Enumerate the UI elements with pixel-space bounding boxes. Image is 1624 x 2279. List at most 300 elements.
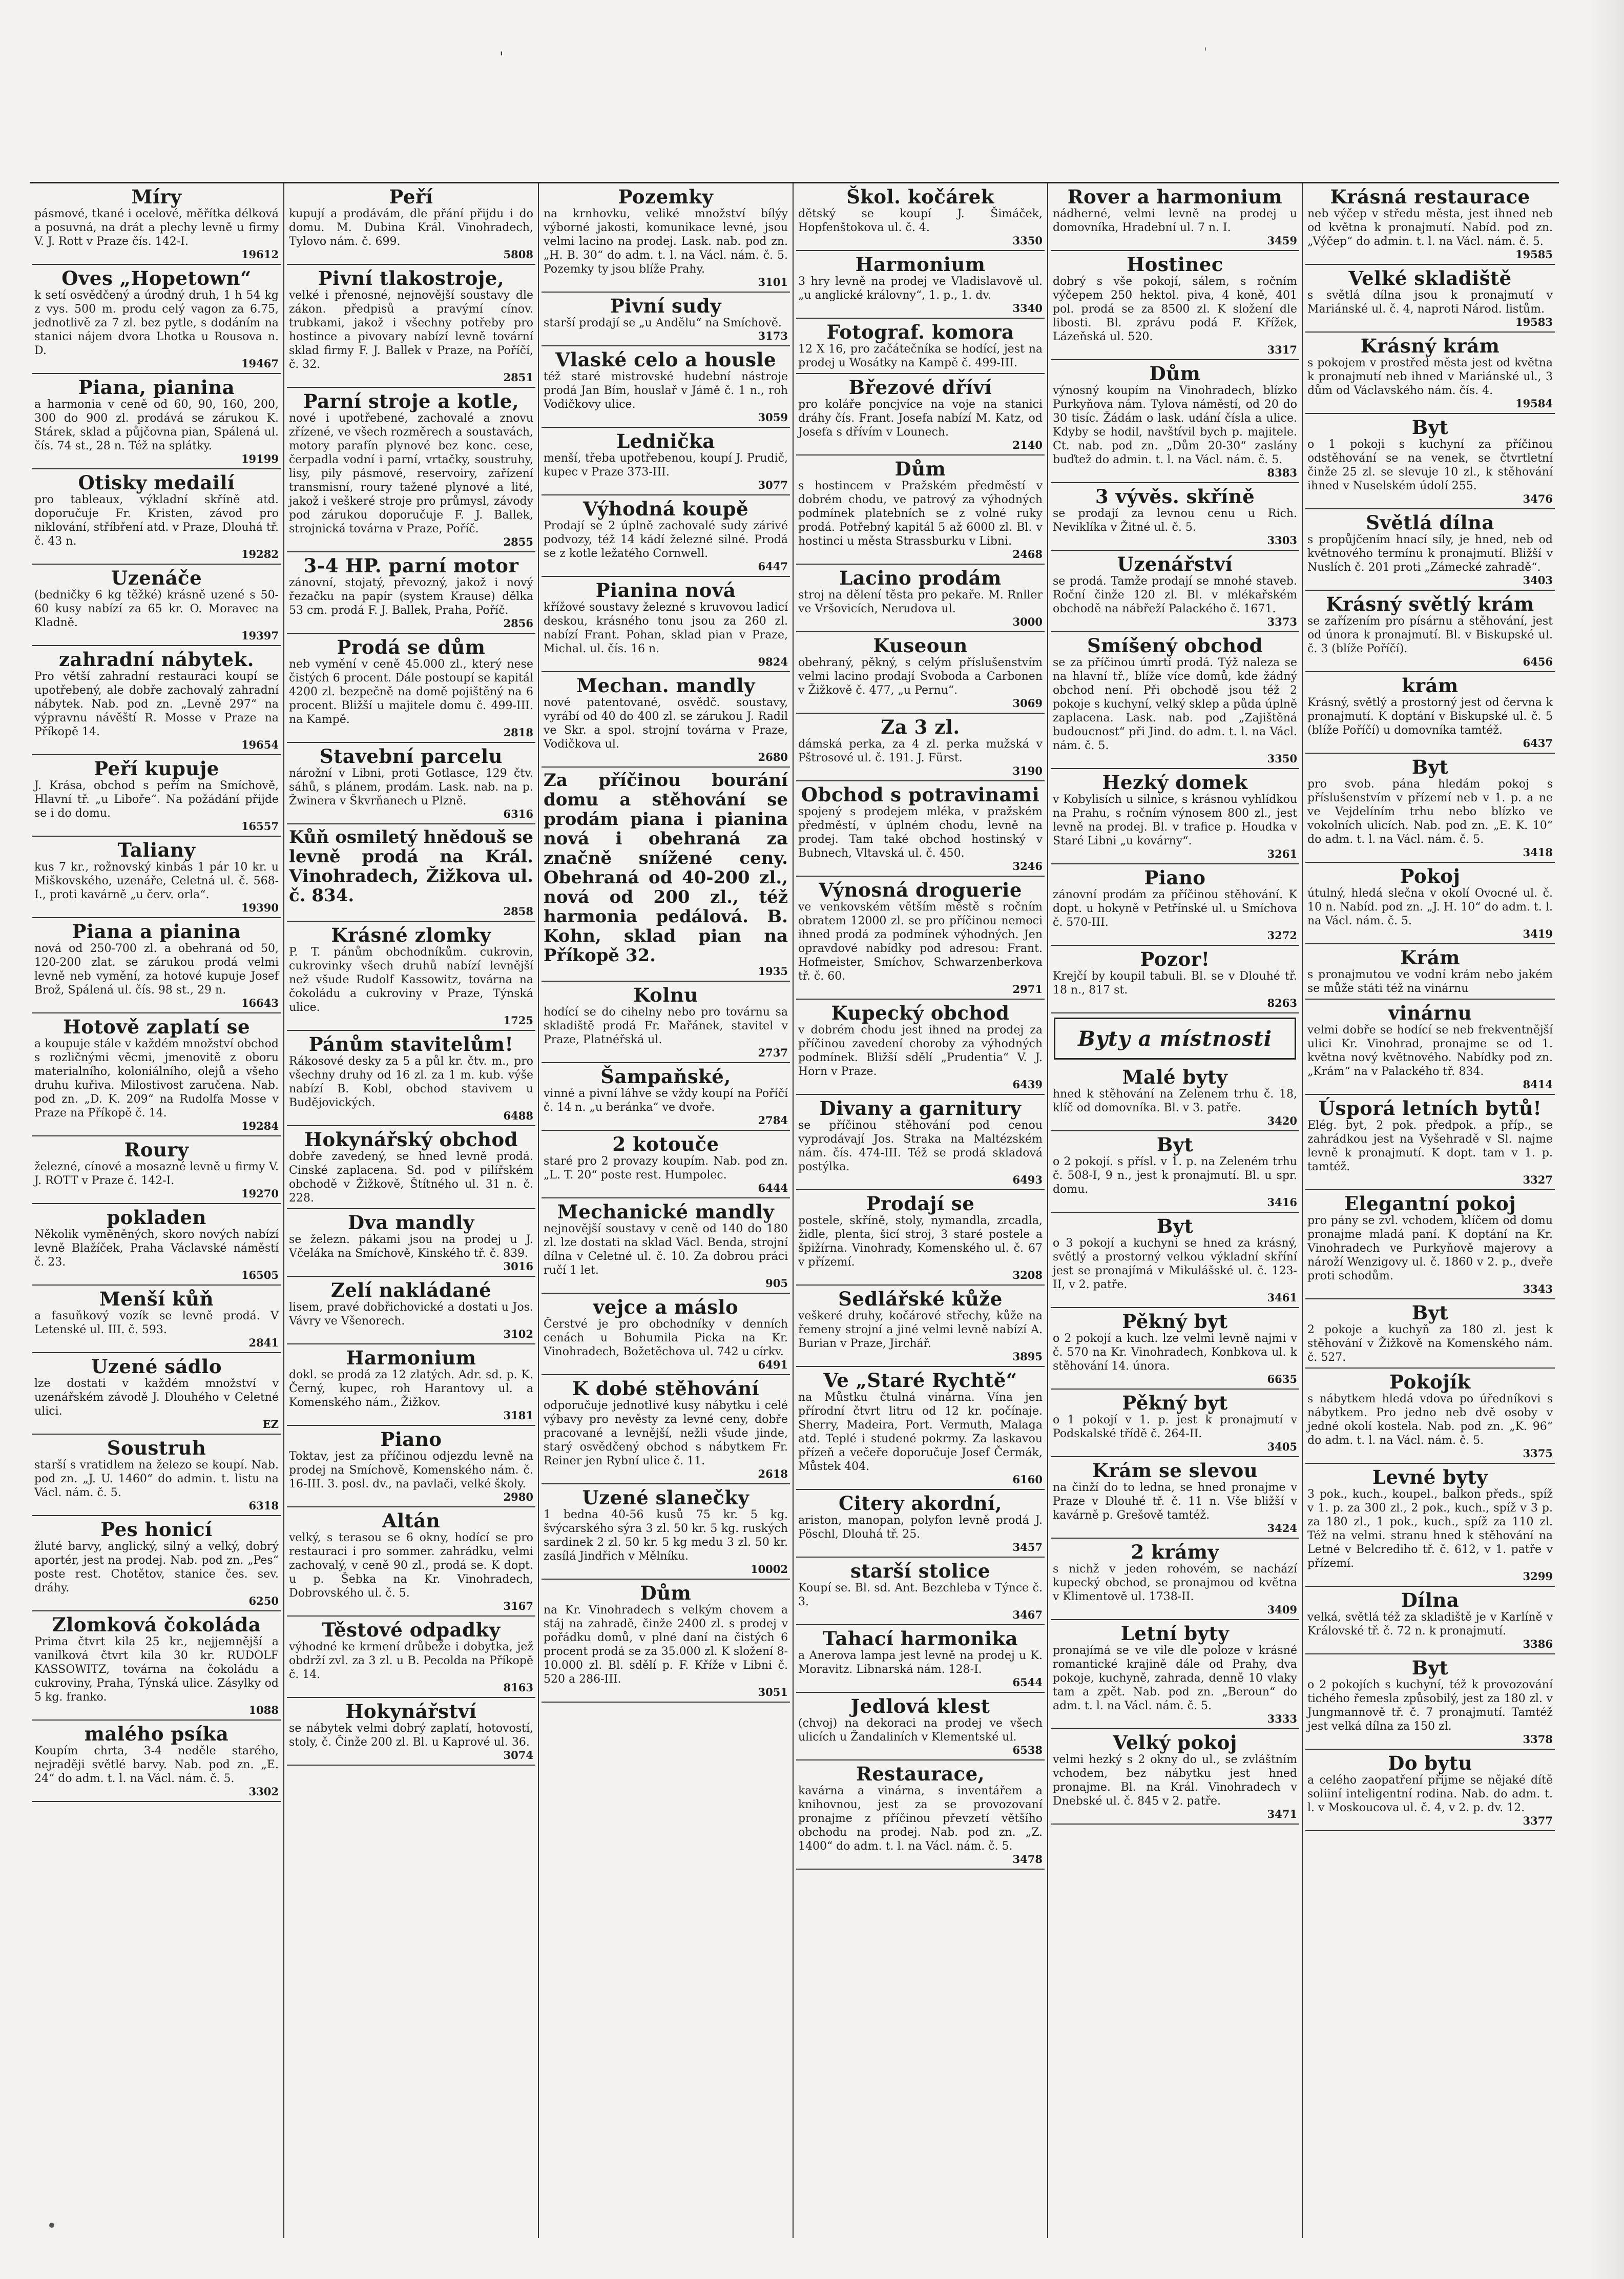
ad-number: 8163 (503, 1681, 533, 1694)
classified-ad (796, 781, 1045, 877)
ad-heading: Za 3 zl. (881, 716, 960, 738)
ad-number: 3467 (1012, 1608, 1043, 1621)
classified-ad (287, 743, 535, 824)
ad-heading: Zelí nakládané (330, 1279, 492, 1301)
ad-heading: Šampaňské, (600, 1065, 731, 1088)
ad-body: neb výčep v středu města, jest ihned neb od května k pronajmutí. Nabíd. pod zn. „Výčep“ do admin. t. l. na Václ. nám. č. 5. (1307, 208, 1553, 248)
ad-heading: Kupecký obchod (831, 1002, 1010, 1024)
classified-ad (32, 183, 281, 265)
ad-heading: Březové dříví (848, 376, 992, 399)
classified-ad (287, 1031, 535, 1126)
classified-ad (287, 1698, 535, 1766)
ad-number: 3350 (1012, 234, 1043, 247)
ad-heading: Peří (389, 185, 433, 208)
ad-number: 2140 (1012, 439, 1043, 451)
ad-number: 3471 (1267, 1808, 1297, 1820)
ad-number: 3246 (1012, 860, 1043, 873)
classified-ad (1305, 754, 1555, 863)
classified-ad (32, 1286, 281, 1353)
ad-heading: Prodají se (866, 1192, 975, 1215)
ad-number: 8383 (1267, 466, 1297, 479)
ad-body: velký, s terasou se 6 okny, hodící se pro restauraci i pro sommer. zahrádku, velmi zachovalý, v ceně 90 zl., prodá se. K dopt. u p. Šebka na Kr. Vinohradech, Dobrovského ul. č. 5. (289, 1531, 533, 1600)
classified-ad (796, 1367, 1045, 1490)
ad-heading: Byt (1156, 1133, 1194, 1156)
ad-number: 6444 (758, 1182, 788, 1194)
classified-ad (796, 1190, 1045, 1286)
classified-ad (542, 183, 790, 293)
ad-body: 3 hry levně na prodej ve Vladislavově ul. „u anglické královny“, 1. p., 1. dv. (798, 275, 1043, 302)
ad-body: žluté barvy, anglický, silný a velký, dobrý aportér, jest na prodej. Nab. pod zn. „Pes“ poste rest. Chotětov, stanice čes. sev. dráhy. (34, 1540, 279, 1594)
ad-number: 905 (765, 1277, 788, 1290)
classified-ad (796, 1625, 1045, 1693)
classified-ad (287, 1209, 535, 1277)
ad-body: (bedničky 6 kg těžké) krásně uzené s 50-60 kusy nabízí za 65 kr. O. Moravec na Kladně. (34, 589, 279, 629)
ad-heading: Míry (131, 185, 182, 208)
ad-heading: 2 krámy (1131, 1541, 1219, 1563)
ad-heading: Výnosná droguerie (819, 879, 1022, 901)
ad-number: 3303 (1267, 534, 1297, 547)
ad-body: o 2 pokojích s kuchyní, též k provozování tichého řemesla způsobilý, jest za 180 zl. v Jungmannově tř. č. 7 pronajmutí. Tamtéž jest velká dílna za 150 zl. (1307, 1679, 1553, 1733)
ad-number: 3461 (1267, 1291, 1297, 1304)
ad-heading: Divany a garnitury (819, 1097, 1022, 1120)
paper-edge-shadow (1588, 0, 1624, 2279)
ad-body: nárožní v Libni, proti Gotlasce, 129 čtv. sáhů, s plánem, prodám. Lask. nab. na p. Žwinera v Škvrňanech u Plzně. (289, 767, 533, 807)
classified-ad (32, 469, 281, 565)
ad-number: 6493 (1012, 1173, 1043, 1186)
ad-heading: Pokojík (1389, 1371, 1471, 1393)
ad-number: 8263 (1267, 997, 1297, 1009)
classified-ad (796, 1693, 1045, 1760)
ad-number: 16557 (241, 820, 279, 833)
classified-ad (1305, 1000, 1555, 1095)
ad-heading: Mechanické mandly (557, 1200, 775, 1223)
ad-body: 3 pok., kuch., koupel., balkon předs., spíž v 1. p. za 300 zl., 2 pok., kuch., spíž v 3 p. za 180 zl., 1 pok., kuch., spíž za 110 zl. Též na velmi. stranu hned k stěhování na Letné v Belcrediho tř. č. 612, v 1. patře v přízemí. (1307, 1488, 1553, 1570)
classified-ad (542, 1063, 790, 1131)
ad-heading: Ve „Staré Rychtě“ (823, 1369, 1017, 1392)
ad-body: s pronajmutou ve vodní krám nebo jakém se může státi též na vinárnu (1307, 968, 1553, 995)
ad-number: 19397 (241, 629, 279, 642)
classified-ad (1051, 946, 1299, 1013)
classified-ad (1051, 1620, 1299, 1729)
ad-body: a Anerova lampa jest levně na prodej u K. Moravitz. Libnarská nám. 128-I. (798, 1649, 1043, 1676)
ad-body: o 1 pokojí v 1. p. jest k pronajmutí v Podskalské třídě č. 264-II. (1053, 1414, 1297, 1440)
ad-number: 16643 (241, 997, 279, 1009)
ad-number: 3074 (503, 1749, 533, 1762)
ad-body: na krnhovku, veliké množství bílýy výborné jakosti, komunikace levné, jsou velmi lacino na prodej. Lask. nab. pod zn. „H. B. 30“ do adm. t. l. na Václ. nám. č. 5. Pozemky ty jsou blíže Prahy. (544, 208, 788, 276)
ad-body: v dobrém chodu jest ihned na prodej za příčinou zavedení choroby za výhodných podmínek. Bližší sdělí „Prudentia“ V. J. Horn v Praze. (798, 1024, 1043, 1078)
ad-number: 6318 (248, 1499, 279, 1512)
ad-body: Krásný, světlý a prostorný jest od června k pronajmutí. K doptání v Biskupské ul. č. 5 (blíže Poříčí) u domovníka tamtéž. (1307, 696, 1553, 737)
ad-body: Čerstvé je pro obchodníky v denních cenách u Bohumila Picka na Kr. Vinohradech, Božetěchova ul. 742 u církv. (544, 1318, 788, 1358)
ad-heading: malého psíka (84, 1723, 229, 1745)
ad-body: na Můstku čtulná vinárna. Vína jen přírodní čtvrt litru od 12 kr. počínaje. Sherry, Madeira, Port. Vermuth, Malaga atd. Teplé i studené pokrmy. Za laskavou přízeň a večeře doporučuje Josef Čermák, Můstek 404. (798, 1391, 1043, 1473)
ad-number: 3419 (1523, 927, 1553, 940)
classified-ad (32, 918, 281, 1013)
ad-number: 2818 (503, 726, 533, 739)
page-mark-secondary: ' (1204, 46, 1207, 59)
ad-number: 6488 (503, 1109, 533, 1122)
classified-ad (1051, 1064, 1299, 1131)
ad-heading: Krásný světlý krám (1326, 593, 1534, 615)
classified-ad (796, 183, 1045, 251)
ad-number: 3373 (1267, 615, 1297, 628)
ad-number: 19585 (1515, 248, 1553, 261)
ad-heading: Hokynářský obchod (304, 1128, 518, 1151)
ad-number: 3333 (1267, 1712, 1297, 1725)
ad-heading: Dva mandly (348, 1211, 474, 1234)
ad-number: 3173 (758, 329, 788, 342)
ad-body: na Kr. Vinohradech s velkým chovem a stáj na zahradě, činže 2400 zl. s prodej v pořádku domů, v plné daní na čistých 6 procent prodá se za 35.000 zl. K složení 8-10.000 zl. Bl. sdělí p. F. Kříže v Libni č. 520 a 286-III. (544, 1604, 788, 1686)
ad-number: 6316 (503, 807, 533, 820)
classified-ad (1305, 1299, 1555, 1369)
ad-heading: Pivní sudy (610, 295, 722, 317)
ad-number: 3000 (1012, 615, 1043, 628)
classified-ad (32, 1013, 281, 1136)
classified-ad (542, 577, 790, 672)
classified-ad (542, 1580, 790, 1703)
ad-number: 3302 (248, 1785, 279, 1798)
classified-ad (32, 565, 281, 646)
ad-body: neb vymění v ceně 45.000 zl., který nese čistých 6 procent. Dále postoupí se kapitál 4200 zl. bezpečně na domě pojištěný na 6 procent. Bližší u majitele domu č. 499-III. na Kampě. (289, 658, 533, 726)
ad-heading: Pivní tlakostroje, (318, 267, 505, 289)
classified-ad (1051, 1308, 1299, 1390)
ad-heading: Pes honicí (100, 1518, 213, 1541)
ad-number: 19654 (241, 738, 279, 751)
classified-ad (542, 982, 790, 1063)
ad-number: 2980 (503, 1490, 533, 1503)
column-6 (1303, 183, 1557, 2238)
ad-body: zánovní prodám za příčinou stěhování. K dopt. u hokyně v Petřínské ul. u Smíchova č. 570-III. (1053, 888, 1297, 929)
ad-body: se prodá. Tamže prodají se mnohé staveb. Roční činže 120 zl. Bl. v mlékařském obchodě na nábřeží Palackého č. 1671. (1053, 575, 1297, 615)
classified-ad (1305, 863, 1555, 944)
classified-ad (1305, 1190, 1555, 1299)
ad-body: Koupí se. Bl. sd. Ant. Bezchleba v Týnce č. 3. (798, 1582, 1043, 1608)
classified-ad (32, 1204, 281, 1286)
ad-number: 2858 (503, 905, 533, 918)
ad-heading: vejce a máslo (593, 1296, 739, 1318)
ad-body: se železn. pákami jsou na prodej u J. Včeláka na Smíchově, Kinského tř. č. 839. (289, 1233, 533, 1260)
ad-heading: Uzené sádlo (91, 1355, 222, 1378)
ad-body: Rákosové desky za 5 a půl kr. čtv. m., pro všechny druhy od 16 zl. za 1 m. kub. výše nabízí B. Kobl, obchod stavivem u Budějovických. (289, 1055, 533, 1109)
ad-number: 3350 (1267, 752, 1297, 765)
classified-ad (32, 265, 281, 374)
ad-number: 3299 (1523, 1570, 1553, 1583)
classified-ad (1305, 944, 1555, 1000)
classified-ad (1305, 1095, 1555, 1190)
ad-heading: Úsporá letních bytů! (1318, 1097, 1542, 1120)
ad-number: 19467 (241, 357, 279, 370)
classified-ad (542, 768, 790, 982)
classified-ad (287, 1344, 535, 1426)
classified-ad (287, 265, 535, 388)
ad-body: též staré mistrovské hudební nástroje prodá Jan Bím, houslař v Jámě č. 1 n., roh Vodičkovy ulice. (544, 370, 788, 411)
ad-body: Krejčí by koupil tabuli. Bl. se v Dlouhé tř. 18 n., 817 st. (1053, 970, 1297, 997)
ad-number: 2680 (758, 751, 788, 763)
ad-body: dobře zavedený, se hned levně prodá. Cinské zaplacena. Sd. pod v pilířském obchodě v Žižkově, Štítného ul. 31 n. č. 228. (289, 1150, 533, 1205)
ad-number: 3420 (1267, 1114, 1297, 1127)
ad-body: Koupím chrta, 3-4 neděle starého, nejraději světlé barvy. Nab. pod zn. „E. 24“ do adm. t. l. na Václ. nám. č. 5. (34, 1745, 279, 1785)
ad-heading: Uzené slanečky (582, 1486, 749, 1509)
classified-ad (1305, 1369, 1555, 1464)
ad-number: 2851 (503, 371, 533, 384)
classified-ad (796, 251, 1045, 319)
ad-body: velmi hezký s 2 okny do ul., se zvláštním vchodem, bez nábytku jest hned pronajme. Bl. na Král. Vinohradech v Dnebské ul. č. 845 v 2. patře. (1053, 1753, 1297, 1808)
ad-number: 3167 (503, 1600, 533, 1612)
ad-number: 3459 (1267, 234, 1297, 247)
ad-heading: Roury (124, 1138, 189, 1161)
ad-heading: Harmonium (855, 253, 986, 276)
classified-ad (542, 1131, 790, 1198)
ad-heading: Jedlová klest (850, 1695, 990, 1717)
ad-number: 3405 (1267, 1440, 1297, 1453)
classified-ad (1305, 672, 1555, 754)
ad-body: ariston, manopan, polyfon levně prodá J. Pöschl, Dlouhá tř. 25. (798, 1514, 1043, 1541)
ad-number: 6439 (1012, 1078, 1043, 1091)
ad-heading: Byt (1411, 416, 1449, 439)
ad-number: 1935 (758, 965, 788, 978)
ad-heading: Krásný krám (1360, 335, 1500, 357)
ad-heading: Levné byty (1372, 1466, 1488, 1488)
classified-ad (542, 672, 790, 768)
classified-ad (287, 552, 535, 634)
ad-heading: Parní stroje a kotle, (303, 390, 519, 412)
ad-body: pro svob. pána hledám pokoj s příslušenstvím v přízemí neb v 1. p. a ne ve Vejdelíním trhu nebo blízko ve vokolních ulicích. Nab. pod zn. „E. K. 10“ do adm. t. l. na Václ. nám. č. 5. (1307, 778, 1553, 846)
classified-ad (32, 646, 281, 755)
ad-heading: Velký pokoj (1113, 1731, 1237, 1754)
ad-body: menší, třeba upotřebenou, koupí J. Prudič, kupec v Praze 373-III. (544, 452, 788, 479)
classified-ad (1305, 183, 1555, 265)
ad-heading: Mechan. mandly (576, 674, 755, 697)
ad-heading: Dům (640, 1582, 692, 1604)
column-1 (30, 183, 284, 2238)
classified-ad (1051, 1213, 1299, 1308)
classified-ad (287, 183, 535, 265)
ad-heading: Dílna (1401, 1589, 1460, 1611)
ad-body: lisem, pravé dobřichovické a dostati u Jos. Vávry ve Všenorech. (289, 1301, 533, 1328)
ad-heading: Kuseoun (873, 634, 968, 657)
ad-number: 19612 (241, 248, 279, 261)
ad-body: starší prodají se „u Andělu“ na Smíchově. (544, 317, 782, 329)
ad-number: 3016 (503, 1260, 533, 1273)
ad-heading: Byt (1411, 1656, 1449, 1679)
ad-heading: Letní byty (1120, 1622, 1230, 1645)
ad-body: spojený s prodejem mléka, v pražském předměstí, v úplném chodu, levně na prodej. Tam také obchod hostinský v Bubnech, Vltavská ul. č. 450. (798, 805, 1043, 860)
ad-body: Elég. byt, 2 pok. předpok. a příp., se zahrádkou jest na Vyšehradě v Sl. najme levně k pronajmutí. K dopt. tam v 1. p. tamtéž. (1307, 1119, 1553, 1173)
ad-number: 3101 (758, 276, 788, 288)
ad-number: 2784 (758, 1114, 788, 1127)
ad-number: 5808 (503, 248, 533, 261)
ad-number: 3069 (1012, 697, 1043, 710)
ad-heading: Malé byty (1122, 1066, 1228, 1088)
classified-ad (542, 495, 790, 577)
classified-ad (796, 565, 1045, 632)
ad-body: se prodají za levnou cenu u Rich. Neviklíka v Žitné ul. č. 5. (1053, 507, 1297, 534)
ad-number: 19284 (241, 1120, 279, 1132)
ad-number: 2618 (758, 1467, 788, 1480)
ad-body: nádherné, velmi levně na prodej u domovníka, Hradební ul. 7 n. I. (1053, 208, 1297, 234)
classified-ad (1305, 1587, 1555, 1654)
ad-body: 2 pokoje a kuchyň za 180 zl. jest k stěhování v Žižkově na Komenského nám. č. 527. (1307, 1323, 1553, 1364)
ad-number: 2737 (758, 1046, 788, 1059)
ad-number: 3317 (1267, 343, 1297, 356)
classified-ad (287, 1617, 535, 1698)
ad-body: výhodné ke krmení drůbeže i dobytka, jež obdrží zvl. za 3 zl. u B. Pecolda na Příkopě č. 14. (289, 1641, 533, 1681)
ad-heading: Výhodná koupě (582, 498, 749, 520)
ad-body: o 2 pokojí. s přísl. v 1. p. na Zeleném trhu č. 508-I, 9 n., jest k pronajmutí. Bl. u spr. domu. (1053, 1155, 1297, 1196)
ad-heading: Fotograf. komora (826, 321, 1014, 343)
column-5 (1048, 183, 1303, 2238)
ad-body: odporučuje jednotlivé kusy nábytku i celé výbavy pro nevěsty za levné ceny, dobře pracované a levnější, nežli všude jinde, starý osvědčený obchod s nábytkem Fr. Reiner jen Rybní ulice č. 11. (544, 1399, 788, 1467)
ad-heading: Lacino prodám (839, 567, 1002, 589)
classified-ad (796, 714, 1045, 781)
ad-number: 6250 (248, 1594, 279, 1607)
ad-body: křížové soustavy železné s kruvovou ladicí deskou, krásného tonu jsou za 260 zl. nabízí Frant. Pohan, sklad pian v Praze, Michal. ul. čís. 16 n. (544, 601, 788, 655)
ad-number: 6544 (1012, 1676, 1043, 1689)
ad-heading: Restaurace, (856, 1763, 985, 1785)
classified-ad (32, 755, 281, 837)
scan-speck (49, 2223, 54, 2228)
ad-heading: Uzenářství (1117, 553, 1233, 575)
ad-heading: Piana a pianina (72, 920, 241, 943)
classified-ad (796, 632, 1045, 714)
classified-ad (32, 837, 281, 918)
ad-heading: Pozemky (618, 185, 714, 208)
ad-body: se příčinou stěhování pod cenou vyprodávají Jos. Straka na Maltézském nám. čís. 474-III. Též se prodá skladová postýlka. (798, 1119, 1043, 1173)
section-banner-title: Byty a místnosti (1077, 1026, 1272, 1051)
ad-number: 2855 (503, 535, 533, 548)
page-mark: ' (499, 49, 504, 66)
column-2 (284, 183, 539, 2238)
ad-heading: Otisky medailí (78, 471, 235, 494)
ad-heading: Krám (1400, 946, 1460, 969)
ad-body: nové i upotřebené, zachovalé a znovu zřízené, ve všech rozměrech a soustavách, motory parafín plynové bez konc. cese, čerpadla vodní i parní, vrtačky, soustruhy, lisy, pily pásmové, reservoiry, zařízení transmisní, roury tažené plynové a lité, jakož i veškeré stroje pro průmysl, závody pod zárukou doporučuje F. J. Ballek, strojnická továrna v Praze, Poříč. (289, 412, 533, 535)
ad-number: 3378 (1523, 1733, 1553, 1746)
ad-body: nejnovější soustavy v ceně od 140 do 180 zl. lze dostati na sklad Václ. Benda, strojní dílna v Celetné ul. č. 10. Za dobrou práci ručí 1 let. (544, 1223, 788, 1277)
ad-number: 2971 (1012, 983, 1043, 996)
ad-body: nová od 250-700 zl. a obehraná od 50, 120-200 zlat. se zárukou prodá velmi levně neb vymění, za hotové kupuje Josef Brož, Spálená ul. čís. 98 st., 29 n. (34, 942, 279, 997)
classified-ad (796, 319, 1045, 374)
ad-heading: Smíšený obchod (1087, 634, 1263, 657)
ad-body: a koupuje stále v každém množství obchod s rozličnými věcmi, jmenovitě z oboru materialního, koloniálního, olejů a všeho druhu kuřiva. Milostivost zaručena. Nab. pod zn. „D. K. 209“ na Rudolfa Mosse v Praze na Příkopě č. 14. (34, 1038, 279, 1120)
ad-body: velmi dobře se hodící se neb frekventnější ulici Kr. Vinohrad, pronajme se od 1. května nový květnového. Nabídky pod zn. „Krám“ na v Palackého tř. 834. (1307, 1024, 1553, 1078)
classified-ad (287, 634, 535, 743)
ad-heading: Piano (380, 1428, 442, 1451)
ad-heading: Krám se slevou (1092, 1459, 1258, 1482)
ad-number: 2468 (1012, 548, 1043, 561)
ad-body: vinné a pivní láhve se vždy koupí na Poříčí č. 14 n. „u beránka“ ve dvoře. (544, 1087, 788, 1114)
classified-ad (32, 1721, 281, 1802)
ad-number: 2841 (248, 1336, 279, 1349)
ad-number: EZ (262, 1418, 279, 1431)
ad-number: 6160 (1012, 1473, 1043, 1486)
ad-body: o 1 pokoji s kuchyní za příčinou odstěhování se na venek, se čtvrtletní činže 25 zl. se slevuje 10 zl., k stěhování ihned v Nuselském údolí 255. (1307, 438, 1553, 492)
ad-heading: Kolnu (633, 984, 698, 1006)
ad-body: veškeré druhy, kočárové střechy, kůže na řemeny strojní a jiné velmi levně nabízí A. Burian v Praze, Jirchář. (798, 1310, 1043, 1350)
ad-body: se za příčinou úmrtí prodá. Týž naleza se na hlavní tř., blíže více domů, kde žádný obchod není. Při obchodě jsou též 2 pokoje s kuchyní, velký sklep a půda úplně zaplacena. Lask. nab. pod „Zajištěná budoucnost“ při Jind. do adm. t. l. na Václ. nám. č. 5. (1053, 656, 1297, 752)
ad-body: hodící se do cihelny nebo pro továrnu sa skladiště prodá Fr. Mařánek, stavitel v Praze, Platnéřská ul. (544, 1006, 788, 1046)
ad-heading: vinárnu (1388, 1002, 1472, 1024)
classified-ad (32, 374, 281, 469)
classified-ad (796, 1490, 1045, 1558)
ad-number: 6635 (1267, 1373, 1297, 1385)
ad-body: a harmonia v ceně od 60, 90, 160, 200, 300 do 900 zl. prodává se zárukou K. Stárek, sklad a půjčovna pian, Spálená ul. čís. 74 st., 28 n. Též na splátky. (34, 398, 279, 452)
ad-body: ve venkovském větším městě s ročním obratem 12000 zl. se pro příčinou nemoci ihned prodá za podmínek výhodných. Jen opravdové nabídky pod adresou: Frant. Hofmeister, Smíchov, Schwarzenberkova tř. č. 60. (798, 901, 1043, 983)
ad-body: postele, skříně, stoly, nymandla, zrcadla, židle, plenta, šicí stroj, 3 staré postele a špižírna. Vinohrady, Komenského ul. č. 67 v přízemí. (798, 1214, 1043, 1269)
ad-number: 19390 (241, 901, 279, 914)
ad-heading: 2 kotouče (612, 1133, 719, 1155)
ad-heading: Hezký domek (1102, 771, 1248, 794)
classified-ad (796, 455, 1045, 565)
ad-body: útulný, hledá slečna v okolí Ovocné ul. č. 10 n. Nabíd. pod zn. „J. H. 10“ do adm. t. l. na Václ. nám. č. 5. (1307, 887, 1553, 927)
classified-ad (287, 1277, 535, 1344)
ad-number: 6437 (1523, 737, 1553, 750)
ad-heading: Uzenáče (111, 567, 202, 589)
ad-heading: Menší kůň (99, 1288, 214, 1310)
ad-heading: Pěkný byt (1122, 1310, 1228, 1333)
ad-number: 3403 (1523, 574, 1553, 587)
classified-ad (796, 374, 1045, 455)
ad-heading: Krásné zlomky (331, 924, 491, 946)
ad-heading: Byt (1156, 1215, 1194, 1237)
ad-body: 12 X 16, pro začátečníka se hodící, jest na prodej u Wosátky na Kampě č. 499-III. (798, 343, 1043, 369)
section-banner (1054, 1018, 1296, 1060)
ad-body: (chvoj) na dekoraci na prodej ve všech ulicích u Žandaliních v Klementské ul. (798, 1717, 1043, 1744)
ad-heading: Taliany (117, 839, 196, 861)
classified-ad (542, 428, 790, 495)
classified-ad (1051, 1539, 1299, 1620)
ad-number: 19584 (1515, 397, 1553, 410)
classified-ad (1305, 265, 1555, 333)
ad-number: 1088 (248, 1704, 279, 1716)
ad-number: 6456 (1523, 655, 1553, 668)
ad-body: lze dostati v každém množství v uzenářském závodě J. Dlouhého v Celetné ulici. (34, 1377, 279, 1418)
ad-body: J. Krása, obchod s peřím na Smíchově, Hlavní tř. „u Liboře“. Na požádání přijde se i do domu. (34, 779, 279, 820)
classified-columns (30, 182, 1559, 2238)
ad-number: 3272 (1267, 929, 1297, 942)
classified-ad (542, 1484, 790, 1580)
ad-heading: Velké skladiště (1348, 267, 1512, 289)
ad-heading: Lednička (616, 430, 715, 452)
ad-heading: Pánům stavitelům! (308, 1033, 514, 1055)
ad-body: Několik vyměněných, skoro nových nabízí levně Blažíček, Praha Václavské náměstí č. 23. (34, 1228, 279, 1269)
classified-ad (287, 824, 535, 922)
ad-body: Pro větší zahradní restauraci koupí se upotřebený, ale dobře zachovalý zahradní nábytek. Nab. pod zn. „Levně 297“ na výpravnu návěští R. Mosse v Praze na Příkopě 14. (34, 670, 279, 738)
ad-body: Prima čtvrt kila 25 kr., nejjemnější a vanilková čtvrt kila 30 kr. RUDOLF KASSOWITZ, továrna na čokoládu a cukroviny, Praha, Týnská ulice. Zásylky od 5 kg. franko. (34, 1635, 279, 1704)
ad-body: Prodají se 2 úplně zachovalé sudy zárivé podvozy, též 14 kádí železné silné. Prodá se z kotle ležatého Cornwell. (544, 520, 788, 560)
ad-number: 3375 (1523, 1447, 1553, 1460)
ad-heading: Pianina nová (595, 579, 736, 602)
ad-number: 3327 (1523, 1173, 1553, 1186)
ad-heading: Stavební parcelu (320, 745, 503, 768)
ad-heading: 3-4 HP. parní motor (303, 554, 519, 577)
ad-heading: pokladen (107, 1206, 206, 1229)
classified-ad (287, 388, 535, 552)
ad-number: 2856 (503, 617, 533, 630)
ad-number: 3457 (1012, 1541, 1043, 1553)
classified-ad (32, 1516, 281, 1611)
ad-body: o 3 pokojí a kuchyni se hned za krásný, světlý a prostorný velkou výkladní skříní jest se pronajímá v Mikulášské ul. č. 123-II, v 2. patře. (1053, 1237, 1297, 1291)
column-3 (539, 183, 794, 2238)
ad-body: dobrý s vše pokojí, sálem, s ročním výčepem 250 hektol. piva, 4 koně, 401 pol. prodá se za 8500 zl. K složení dle libosti. Bl. zprávu podá F. Křížek, Lázeňská ul. 520. (1053, 275, 1297, 343)
ad-body: a fasuňkový vozík se levně prodá. V Letenské ul. III. č. 593. (34, 1310, 279, 1336)
ad-body: železné, cínové a mosazné levně u firmy V. J. ROTT v Praze č. 142-I. (34, 1161, 279, 1187)
ad-body: 1 bedna 40-56 kusů 75 kr. 5 kg. švýcarského sýra 3 zl. 50 kr. 5 kg. ruských sardinek 2 zl. 50 kr. 5 kg medu 3 zl. 50 kr. zasílá Jindřich v Mělníku. (544, 1508, 788, 1563)
ad-heading: Citery akordní, (838, 1492, 1002, 1515)
ad-heading: zahradní nábytek. (59, 648, 254, 671)
ad-heading: Hokynářství (345, 1700, 477, 1723)
ad-body: stroj na dělení těsta pro pekaře. M. Rnller ve Vršovicích, Nerudova ul. (798, 589, 1043, 615)
classified-ad (1305, 1464, 1555, 1587)
